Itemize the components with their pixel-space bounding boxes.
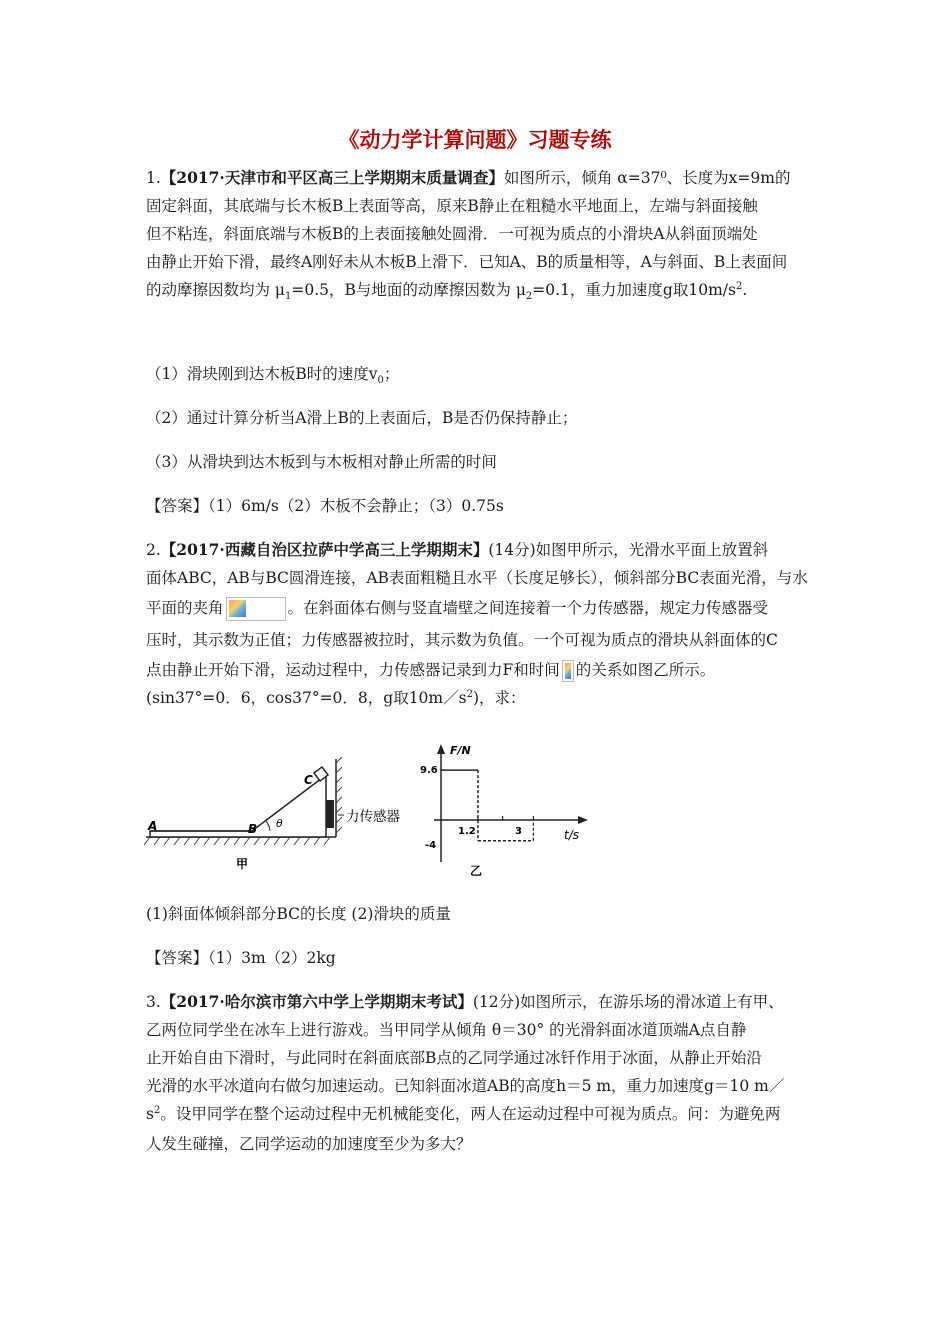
q3-line-4: 光滑的水平冰道向右做匀加速运动。已知斜面冰道AB的高度h＝5 m，重力加速度g＝10 m／ [146, 1077, 785, 1095]
incline-body [150, 775, 326, 837]
q2-line-4: 压时，其示数为正值；力传感器被拉时，其示数为负值。一个可视为质点的滑块从斜面体的C [146, 631, 778, 649]
q1-line-3: 但不粘连，斜面底端与木板B的上表面接触处圆滑．一可视为质点的小滑块A从斜面顶端处 [146, 225, 758, 243]
q3-number: 3. [146, 993, 161, 1011]
q2-number: 2. [146, 541, 161, 559]
q3-line-3: 止开始自由下滑时，与此同时在斜面底部B点的乙同学通过冰钎作用于冰面，从静止开始沿 [146, 1049, 762, 1067]
y-axis-arrow [437, 744, 445, 754]
tick-label-t1: 1.2 [458, 826, 476, 837]
q1-line-1: 1.【2017·天津市和平区高三上学期期末质量调查】如图所示，倾角 α=37⁰、长度为x=9m的 [146, 168, 791, 187]
q1-line-2: 固定斜面，其底端与长木板B上表面等高，原来B静止在粗糙水平地面上，左端与斜面接触 [146, 197, 758, 215]
q1-subquestion-1: （1）滑块刚到达木板B时的速度$v_0$； [146, 365, 400, 387]
force-sensor [326, 800, 334, 828]
figure-incline-diagram [144, 755, 424, 885]
figure-force-time-chart [414, 740, 594, 880]
q2-answer: 【答案】（1）3m（2）2kg [146, 949, 336, 967]
q1-line-4: 由静止开始下滑，最终A刚好未从木板B上滑下．已知A、B的质量相等，A与斜面、B上表面间 [146, 253, 788, 271]
x-axis-label: t/s [564, 828, 579, 842]
q1-source: 【2017·天津市和平区高三上学期期末质量调查】 [160, 168, 504, 187]
label-theta: θ [276, 817, 283, 830]
broken-image-icon [226, 597, 286, 621]
caption-yi: 乙 [470, 864, 483, 878]
q1-number: 1. [146, 169, 161, 187]
q2-subquestions: (1)斜面体倾斜部分BC的长度 (2)滑块的质量 [146, 905, 451, 923]
q3-line-2: 乙两位同学坐在冰车上进行游戏。当甲同学从倾角 θ＝30° 的光滑斜面冰道顶端A点自静 [146, 1021, 747, 1039]
tick-label-y-pos: 9.6 [420, 765, 438, 776]
y-axis-label: F/N [450, 744, 471, 757]
q1-subquestion-3: （3）从滑块到达木板到与木板相对静止所需的时间 [146, 453, 497, 471]
q1-subquestion-2: （2）通过计算分析当A滑上B的上表面后，B是否仍保持静止； [146, 409, 578, 427]
label-C: C [304, 773, 313, 787]
q2-source: 【2017·西藏自治区拉萨中学高三上学期期末】 [160, 540, 489, 559]
label-sensor: 力传感器 [346, 809, 400, 825]
ground-hatch [144, 837, 330, 845]
q3-line-5: $s^2$。设甲同学在整个运动过程中无机械能变化，两人在运动过程中可视为质点。问：为避免两 [146, 1104, 781, 1123]
x-axis-arrow [578, 816, 588, 824]
q3-line-1: 3.【2017·哈尔滨市第六中学上学期期末考试】(12分)如图所示，在游乐场的滑冰道上有甲、 [146, 992, 784, 1011]
q3-line-6: 人发生碰撞，乙同学运动的加速度至少为多大？ [146, 1135, 472, 1153]
label-B: B [248, 822, 258, 836]
q1-line-5: 的动摩擦因数均为 $\mu_1=0.5$，B与地面的动摩擦因数为 $\mu_2=0.1$，重力加速度g取$10m/s^2$. [146, 280, 748, 303]
q1-answer: 【答案】（1）6m/s（2）木板不会静止；（3）0.75s [146, 497, 504, 515]
q2-line-2: 面体ABC，AB与BC圆滑连接，AB表面粗糙且水平（长度足够长），倾斜部分BC表面光滑，与水 [146, 569, 808, 587]
q2-line-1: 2.【2017·西藏自治区拉萨中学高三上学期期末】(14分)如图甲所示，光滑水平面上放置斜 [146, 540, 769, 559]
q2-line-5: 点由静止开始下滑，运动过程中，力传感器记录到力F和时间 的关系如图乙所示。 [146, 658, 715, 682]
page-title: 《动力学计算问题》习题专练 [338, 128, 612, 152]
tick-label-t2: 3 [515, 826, 522, 837]
tick-label-y-neg: -4 [425, 840, 437, 851]
q3-source: 【2017·哈尔滨市第六中学上学期期末考试】 [160, 992, 473, 1011]
q2-line-3: 平面的夹角 。在斜面体右侧与竖直墙壁之间连接着一个力传感器，规定力传感器受 [146, 596, 768, 621]
label-A: A [148, 819, 158, 833]
broken-image-icon [562, 660, 574, 682]
caption-jia: 甲 [236, 857, 249, 871]
q2-line-6: (sin37°=0．6，cos37°=0．8，g取$10m/s^2$)，求： [146, 688, 526, 707]
